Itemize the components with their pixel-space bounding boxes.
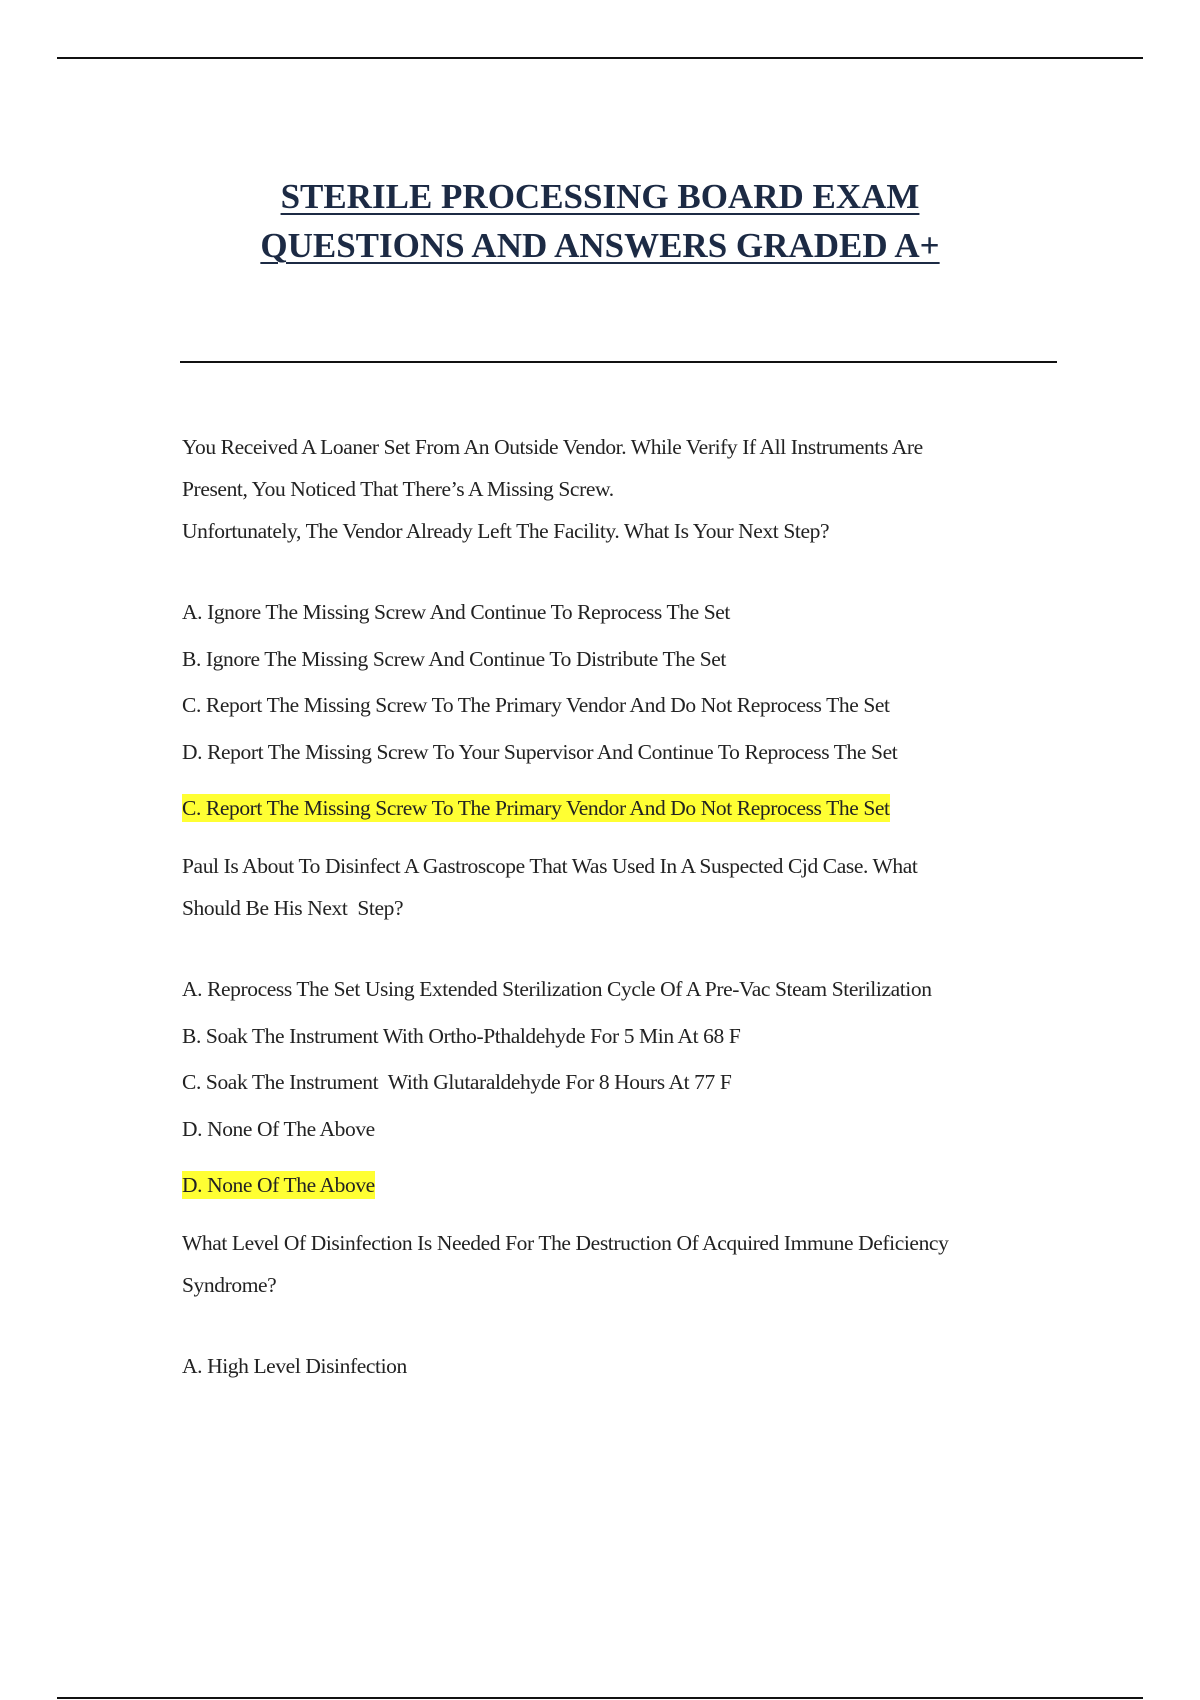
option-b: B. Ignore The Missing Screw And Continue To Distribute The Set [182,646,727,671]
question-text [182,845,1012,929]
answer-options [182,966,1012,1152]
document-body [182,426,1012,1390]
answer-options [182,1343,1012,1390]
option-c: C. Soak The Instrument With Glutaraldehyde For 8 Hours At 77 F [182,1070,732,1094]
title-line-2: QUESTIONS AND ANSWERS GRADED A+ [260,226,940,265]
option-c: C. Report The Missing Screw To The Primary Vendor And Do Not Reprocess The Set [182,693,890,717]
question-block-3 [182,1222,1012,1390]
option-a: A. Reprocess The Set Using Extended Sterilization Cycle Of A Pre-Vac Steam Sterilization [182,977,932,1001]
title-divider [180,361,1057,363]
title-line-1: STERILE PROCESSING BOARD EXAM [280,177,920,216]
question-line: Unfortunately, The Vendor Already Left The Facility. What Is Your Next Step? [182,519,830,543]
option-d: D. None Of The Above [182,1116,375,1141]
option-d: D. Report The Missing Screw To Your Supervisor And Continue To Reprocess The Set [182,739,898,764]
highlighted-answer: C. Report The Missing Screw To The Primary Vendor And Do Not Reprocess The Set [182,796,890,820]
question-block-2 [182,845,1012,1206]
answer-options [182,589,1012,775]
question-text [182,1222,1012,1306]
page-bottom-rule [57,1697,1143,1699]
question-line: You Received A Loaner Set From An Outside Vendor. While Verify If All Instruments Are [182,435,923,459]
option-a: A. High Level Disinfection [182,1354,407,1378]
correct-answer [182,1164,1012,1206]
option-b: B. Soak The Instrument With Ortho-Pthaldehyde For 5 Min At 68 F [182,1023,741,1048]
question-line: Present, You Noticed That There’s A Missing Screw. [182,477,614,501]
correct-answer [182,787,1012,829]
question-line: Syndrome? [182,1273,277,1297]
question-line: Paul Is About To Disinfect A Gastroscope That Was Used In A Suspected Cjd Case. What [182,854,918,878]
highlighted-answer: D. None Of The Above [182,1173,375,1197]
question-line: What Level Of Disinfection Is Needed For The Destruction Of Acquired Immune Deficiency [182,1231,949,1255]
page-top-rule [57,57,1143,59]
option-a: A. Ignore The Missing Screw And Continue To Reprocess The Set [182,600,730,624]
question-line: Should Be His Next Step? [182,896,404,920]
question-text [182,426,1012,552]
question-block-1 [182,426,1012,829]
document-title [0,172,1200,270]
